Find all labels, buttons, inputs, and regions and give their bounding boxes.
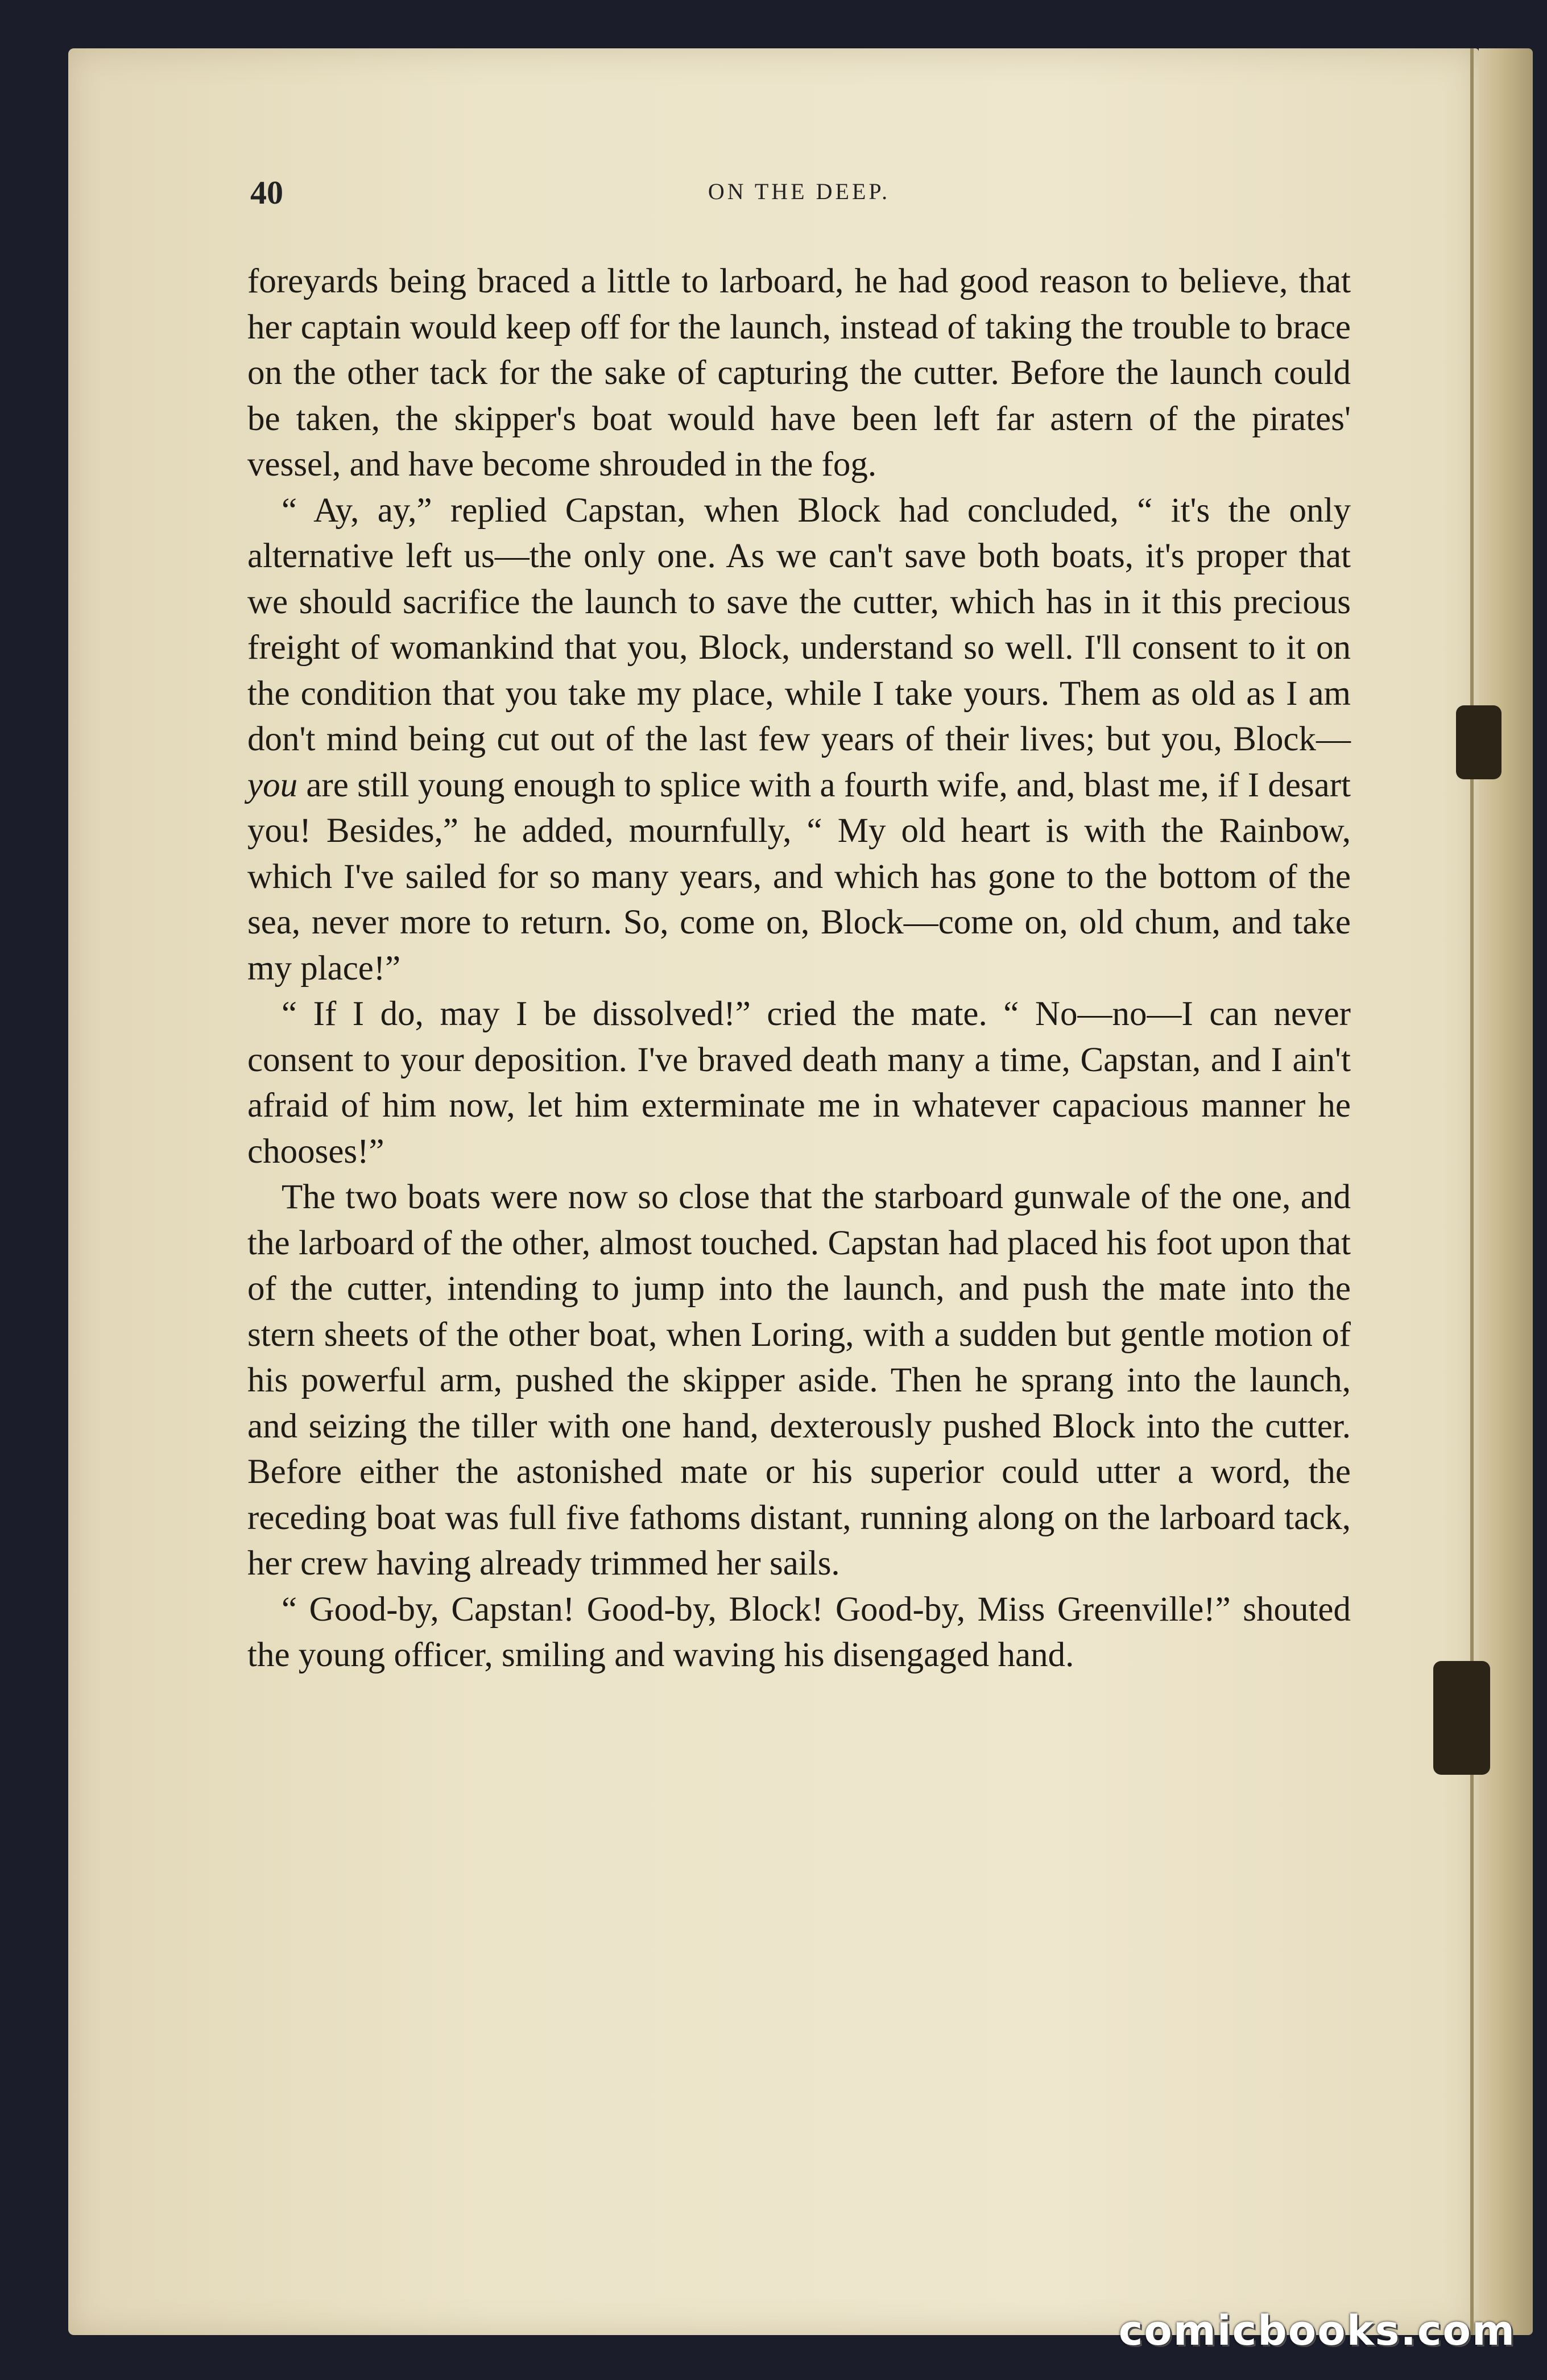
paragraph-2-end: are still young enough to splice with a fourth wife, and, blast me, if I desart you! Besides,” he added, mournfully, “ My old heart is with the Rainbow, which I've sailed for so many years, and which has gone to the bottom of the sea, never more to return. So, come on, Block—come on, old chum, and take my place!”	[247, 766, 1351, 987]
paragraph-3: “ If I do, may I be dissolved!” cried the mate. “ No—no—I can never consent to your deposition. I've braved death many a time, Capstan, and I ain't afraid of him now, let him exterminate me in whatever capacious manner he chooses!”	[247, 995, 1351, 1171]
paragraph-4: The two boats were now so close that the starboard gunwale of the one, and the larboard of the other, almost touched. Capstan had placed his foot upon that of the cutter, intending to jump into the launch, and push the mate into the stern sheets of the other boat, when Loring, with a sudden but gentle motion of his powerful arm, pushed the skipper aside. Then he sprang into the launch, and seizing the tiller with one hand, dexterously pushed Block into the cutter. Before either the astonished mate or his superior could utter a word, the receding boat was full five fathoms distant, running along on the larboard tack, her crew having already trimmed her sails.	[247, 1178, 1351, 1582]
watermark: comicbooks.com	[1118, 2307, 1516, 2354]
paragraph-2-italic: you	[247, 766, 298, 804]
paragraph-2	[247, 488, 1351, 992]
paragraph-1: foreyards being braced a little to larboard, he had good reason to believe, that her captain would keep off for the launch, instead of taking the trouble to brace on the other tack for the sake of capturing the cutter. Before the launch could be taken, the skipper's boat would have been left far astern of the pirates' vessel, and have become shrouded in the fog.	[247, 262, 1351, 484]
page-gutter-line	[1470, 48, 1474, 2335]
page-header	[250, 173, 1348, 219]
paragraph-2-start: “ Ay, ay,” replied Capstan, when Block had concluded, “ it's the only alternative left us—the only one. As we can't save both boats, it's proper that we should sacrifice the launch to save the cutter, which has in it this precious freight of womankind that you, Block, understand so well. I'll consent to it on the condition that you take my place, while I take yours. Them as old as I am don't mind being cut out of the last few years of their lives; but you, Block—	[247, 491, 1351, 758]
page-number: 40	[250, 174, 283, 211]
book-spine	[1479, 48, 1533, 2335]
body-text	[247, 259, 1351, 1679]
binding-clasp-top	[1456, 705, 1502, 779]
paragraph-5: “ Good-by, Capstan! Good-by, Block! Good-by, Miss Greenville!” shouted the young officer, smiling and waving his disengaged hand.	[247, 1590, 1351, 1674]
running-head: ON THE DEEP.	[708, 179, 891, 204]
binding-clasp-bottom	[1433, 1661, 1490, 1775]
